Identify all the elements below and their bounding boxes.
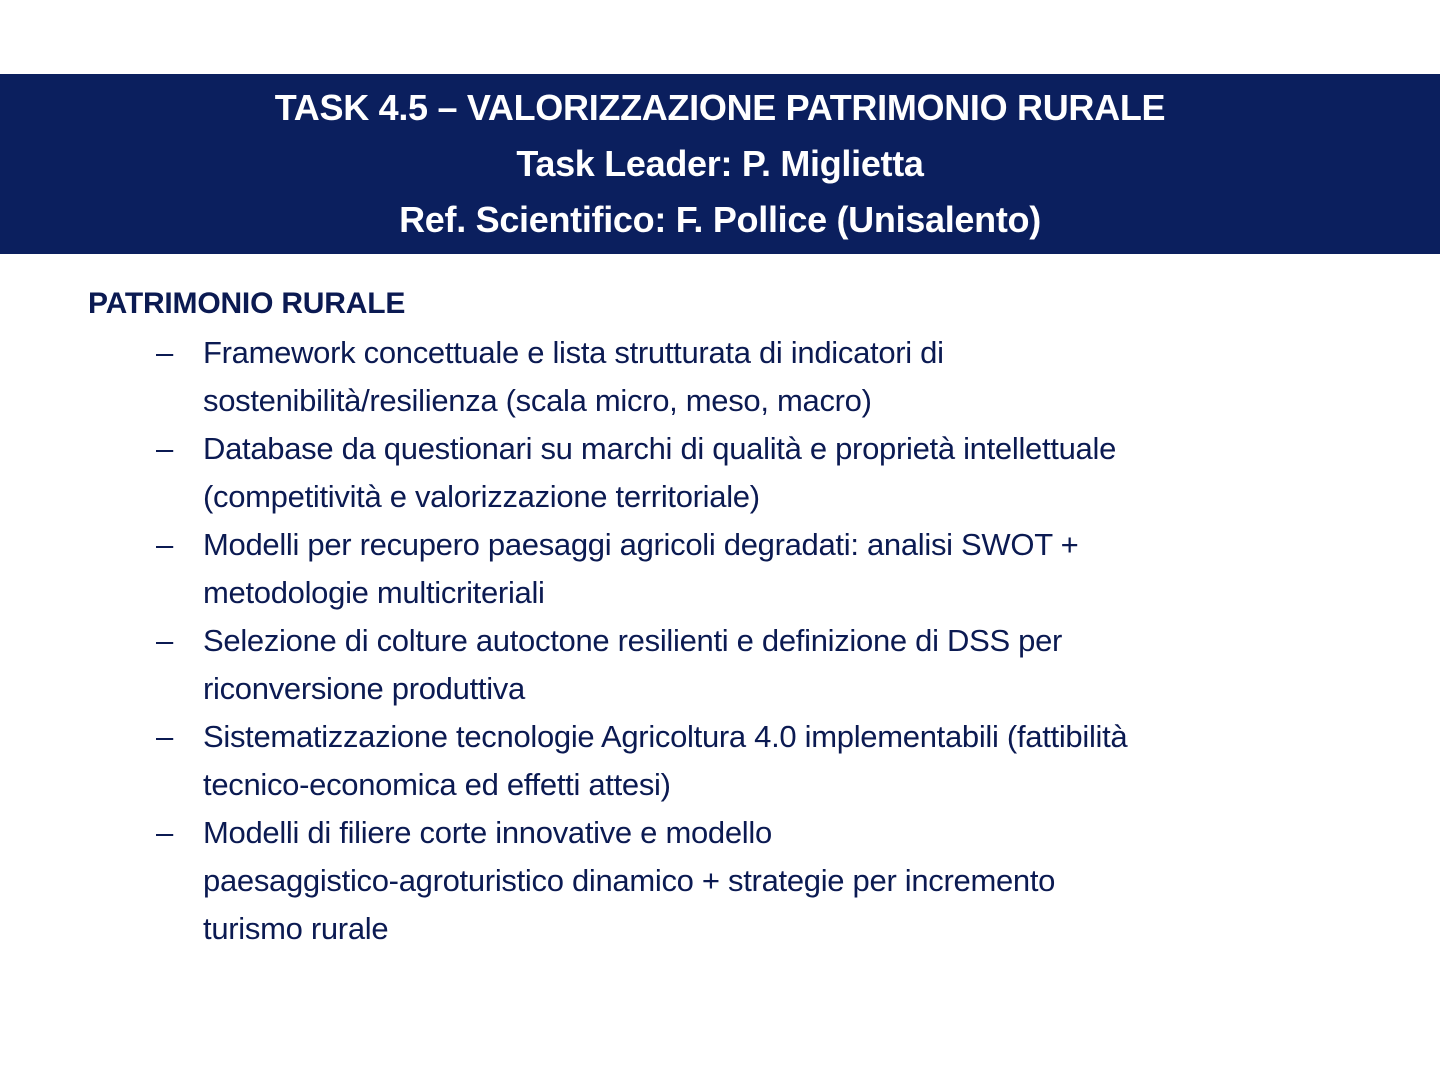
- slide-body: [88, 282, 1398, 953]
- list-item-text: sostenibilità/resilienza (scala micro, meso, macro): [203, 383, 872, 418]
- list-item-text: Framework concettuale e lista strutturata di indicatori di: [203, 335, 944, 370]
- title-banner: [0, 74, 1440, 254]
- list-item-text: Selezione di colture autoctone resilienti e definizione di DSS per: [203, 623, 1063, 658]
- dash-bullet: –: [156, 335, 173, 370]
- list-item-text: paesaggistico-agroturistico dinamico + strategie per incremento: [203, 863, 1056, 898]
- list-item-text: riconversione produttiva: [203, 671, 525, 706]
- dash-bullet: –: [156, 815, 173, 850]
- dash-bullet: –: [156, 527, 173, 562]
- list-item-text: turismo rurale: [203, 911, 389, 946]
- bullet-list: [88, 329, 1398, 953]
- section-title: PATRIMONIO RURALE: [88, 287, 406, 320]
- list-item-text: Database da questionari su marchi di qualità e proprietà intellettuale: [203, 431, 1117, 466]
- list-item-text: metodologie multicriteriali: [203, 575, 545, 610]
- list-item-text: Modelli di filiere corte innovative e modello: [203, 815, 772, 850]
- dash-bullet: –: [156, 623, 173, 658]
- list-item: [88, 521, 1398, 617]
- list-item: [88, 809, 1398, 953]
- dash-bullet: –: [156, 431, 173, 466]
- scientific-referent: Ref. Scientifico: F. Pollice (Unisalento): [399, 199, 1041, 240]
- task-leader: Task Leader: P. Miglietta: [516, 143, 924, 184]
- list-item-text: (competitività e valorizzazione territoriale): [203, 479, 760, 514]
- list-item: [88, 713, 1398, 809]
- list-item: [88, 329, 1398, 425]
- slide-title: TASK 4.5 – VALORIZZAZIONE PATRIMONIO RURALE: [274, 87, 1166, 128]
- dash-bullet: –: [156, 719, 173, 754]
- list-item-text: tecnico-economica ed effetti attesi): [203, 767, 671, 802]
- list-item-text: Sistematizzazione tecnologie Agricoltura 4.0 implementabili (fattibilità: [203, 719, 1128, 754]
- list-item: [88, 425, 1398, 521]
- list-item: [88, 617, 1398, 713]
- list-item-text: Modelli per recupero paesaggi agricoli degradati: analisi SWOT +: [203, 527, 1079, 562]
